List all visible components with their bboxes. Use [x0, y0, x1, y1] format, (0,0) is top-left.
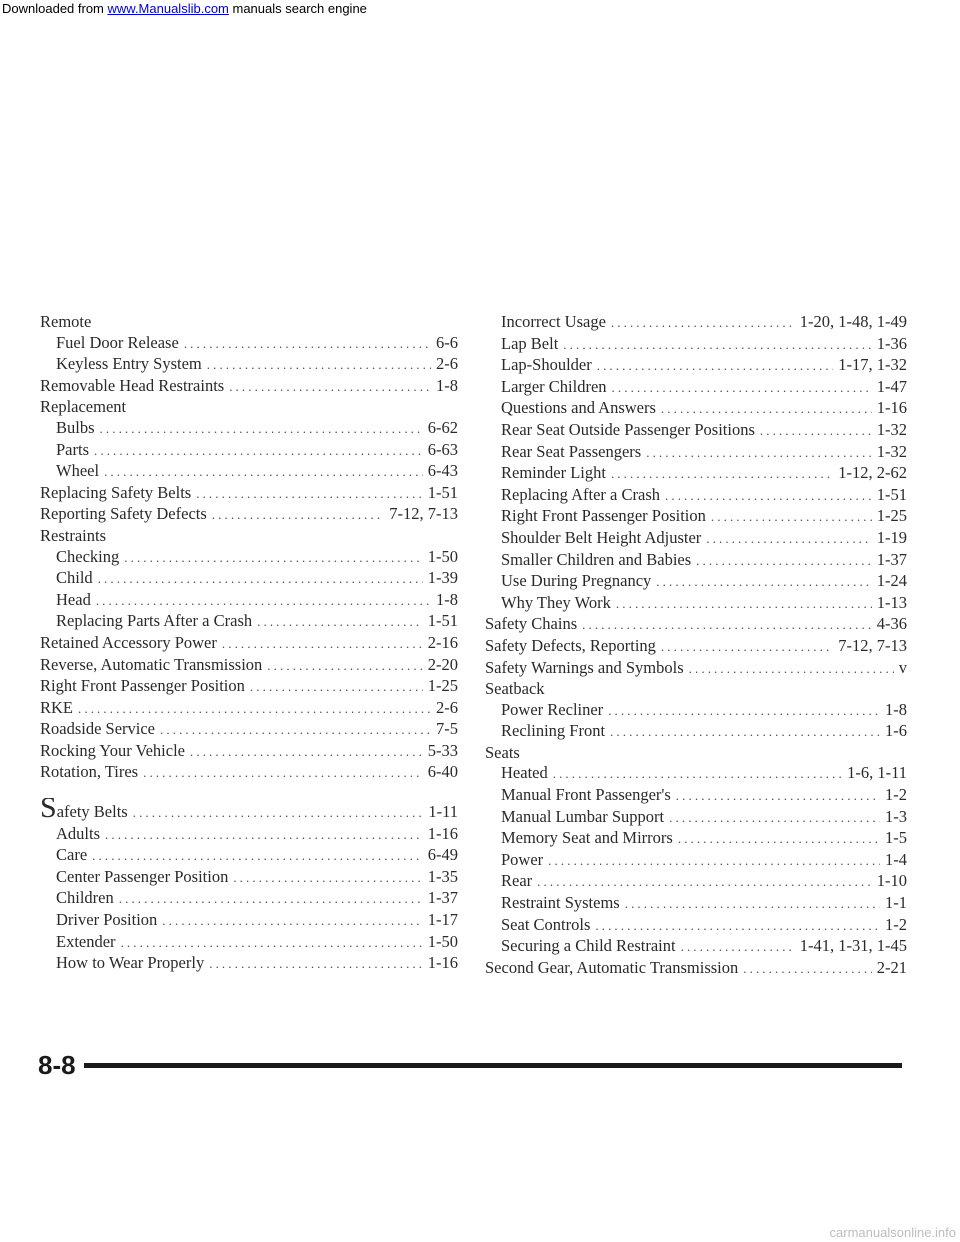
section-initial: S — [40, 798, 57, 824]
index-entry — [485, 550, 907, 572]
index-entry — [40, 719, 458, 741]
watermark-text: carmanualsonline.info — [829, 1225, 956, 1240]
dot-leader — [233, 868, 422, 889]
entry-term: Seats — [485, 742, 520, 762]
dot-leader — [257, 612, 423, 633]
entry-term: Manual Front Passenger's — [501, 785, 671, 805]
entry-term: Replacement — [40, 397, 127, 417]
entry-term: Reverse, Automatic Transmission — [40, 654, 263, 674]
entry-page-ref: 1-13 — [876, 592, 907, 612]
entry-term: Right Front Passenger Position — [40, 676, 245, 696]
index-entry — [485, 377, 907, 399]
entry-term: Reclining Front — [501, 721, 606, 741]
dot-leader — [665, 486, 872, 507]
entry-page-ref: 1-2 — [885, 785, 907, 805]
entry-page-ref: 6-62 — [427, 417, 458, 437]
dot-leader — [676, 786, 880, 807]
dot-leader — [553, 764, 842, 785]
index-entry — [40, 741, 458, 763]
entry-term: Rear Seat Outside Passenger Positions — [501, 419, 755, 439]
dot-leader — [105, 825, 423, 846]
entry-page-ref: 1-51 — [427, 611, 458, 631]
entry-term: Rear — [501, 871, 533, 891]
entry-page-ref: 1-32 — [876, 419, 907, 439]
index-entry — [40, 418, 458, 440]
entry-term: Reminder Light — [501, 463, 606, 483]
index-entry — [485, 658, 907, 680]
dot-leader — [184, 334, 431, 355]
dot-leader — [209, 954, 423, 975]
index-entry — [40, 461, 458, 483]
entry-page-ref: 1-5 — [885, 828, 907, 848]
index-entry — [485, 828, 907, 850]
entry-page-ref: 1-39 — [427, 568, 458, 588]
entry-page-ref: 1-2 — [885, 914, 907, 934]
dot-leader — [681, 937, 795, 958]
entry-term: RKE — [40, 697, 73, 717]
entry-term: Lap Belt — [501, 333, 559, 353]
entry-term: Head — [56, 589, 91, 609]
entry-term: Fuel Door Release — [56, 332, 179, 352]
entry-term: Checking — [56, 546, 120, 566]
dot-leader — [616, 594, 872, 615]
index-entry — [485, 442, 907, 464]
entry-term: Care — [56, 845, 88, 865]
index-entry — [40, 526, 458, 547]
entry-page-ref: 1-8 — [436, 375, 458, 395]
download-source-bar — [0, 0, 960, 18]
entry-term: Rotation, Tires — [40, 762, 139, 782]
dot-leader — [706, 529, 871, 550]
index-entry — [485, 936, 907, 958]
index-entry — [40, 953, 458, 975]
entry-term: Bulbs — [56, 417, 95, 437]
index-entry — [485, 334, 907, 356]
index-entry — [485, 763, 907, 785]
index-entry — [40, 333, 458, 355]
dot-leader — [661, 637, 833, 658]
dot-leader — [661, 399, 872, 420]
index-entry — [40, 655, 458, 677]
page-footer — [38, 1050, 902, 1081]
index-entry — [485, 807, 907, 829]
index-entry — [485, 528, 907, 550]
index-entry — [485, 721, 907, 743]
dot-leader — [104, 462, 423, 483]
entry-page-ref: 2-21 — [876, 957, 907, 977]
dot-leader — [611, 313, 795, 334]
entry-term: Reporting Safety Defects — [40, 504, 207, 524]
dot-leader — [207, 355, 431, 376]
entry-page-ref: 4-36 — [876, 614, 907, 634]
entry-term: Center Passenger Position — [56, 866, 229, 886]
dot-leader — [92, 846, 423, 867]
entry-term: Power Recliner — [501, 699, 604, 719]
dot-leader — [743, 959, 872, 980]
entry-term: Replacing Parts After a Crash — [56, 611, 253, 631]
dot-leader — [548, 851, 880, 872]
entry-term: Smaller Children and Babies — [501, 549, 692, 569]
entry-term: Rear Seat Passengers — [501, 441, 642, 461]
entry-page-ref: 1-50 — [427, 931, 458, 951]
entry-term: Second Gear, Automatic Transmission — [485, 957, 739, 977]
entry-page-ref: 1-11 — [428, 802, 458, 822]
dot-leader — [611, 464, 833, 485]
entry-term: Manual Lumbar Support — [501, 806, 665, 826]
dot-leader — [143, 763, 423, 784]
entry-page-ref: 1-16 — [427, 953, 458, 973]
entry-term: Why They Work — [501, 592, 611, 612]
entry-page-ref: 1-12, 2-62 — [838, 463, 907, 483]
index-entry — [40, 483, 458, 505]
entry-term: Child — [56, 568, 93, 588]
dot-leader — [656, 572, 871, 593]
index-entry — [485, 743, 907, 764]
entry-term: Remote — [40, 312, 92, 331]
dot-leader — [267, 656, 422, 677]
dot-leader — [190, 742, 423, 763]
index-entry — [485, 571, 907, 593]
entry-page-ref: 2-6 — [436, 697, 458, 717]
entry-term: Safety Warnings and Symbols — [485, 657, 684, 677]
dot-leader — [229, 377, 431, 398]
entry-term: Incorrect Usage — [501, 312, 606, 331]
entry-term: Driver Position — [56, 910, 158, 930]
entry-term: Removable Head Restraints — [40, 375, 225, 395]
entry-term: Children — [56, 888, 114, 908]
index-column-left — [40, 312, 458, 975]
index-entry — [40, 910, 458, 932]
index-entry — [485, 636, 907, 658]
entry-page-ref: 2-6 — [436, 354, 458, 374]
entry-page-ref: 6-40 — [427, 762, 458, 782]
entry-term: Questions and Answers — [501, 398, 656, 418]
entry-page-ref: 1-16 — [427, 823, 458, 843]
entry-term: Use During Pregnancy — [501, 571, 652, 591]
index-entry — [485, 312, 907, 334]
entry-term: Power — [501, 849, 544, 869]
entry-page-ref: 1-47 — [876, 376, 907, 396]
entry-term: Replacing After a Crash — [501, 484, 660, 504]
entry-page-ref: 2-16 — [427, 632, 458, 652]
index-entry — [40, 590, 458, 612]
index-entry — [40, 504, 458, 526]
index-entry — [485, 593, 907, 615]
entry-term: Lap-Shoulder — [501, 355, 592, 375]
dot-leader — [678, 829, 880, 850]
index-entry — [485, 893, 907, 915]
index-entry — [40, 633, 458, 655]
entry-term: Memory Seat and Mirrors — [501, 828, 673, 848]
entry-page-ref: 1-17 — [427, 910, 458, 930]
index-entry — [485, 355, 907, 377]
entry-page-ref: 1-37 — [876, 549, 907, 569]
dot-leader — [96, 591, 431, 612]
dot-leader — [563, 335, 871, 356]
index-entry — [40, 798, 458, 824]
index-entry — [485, 915, 907, 937]
entry-page-ref: 7-12, 7-13 — [389, 504, 458, 524]
entry-page-ref: 1-25 — [427, 676, 458, 696]
dot-leader — [119, 889, 423, 910]
dot-leader — [160, 720, 431, 741]
index-entry — [40, 547, 458, 569]
entry-page-ref: 1-32 — [876, 441, 907, 461]
dot-leader — [582, 615, 872, 636]
dot-leader — [597, 356, 834, 377]
dot-leader — [124, 548, 423, 569]
entry-page-ref: 2-20 — [427, 654, 458, 674]
entry-term: Wheel — [56, 461, 100, 481]
index-entry — [40, 397, 458, 418]
dot-leader — [196, 484, 423, 505]
entry-page-ref: 1-17, 1-32 — [838, 355, 907, 375]
entry-term: Safety Chains — [485, 614, 578, 634]
entry-term: Securing a Child Restraint — [501, 936, 676, 956]
dot-leader — [612, 378, 872, 399]
entry-page-ref: 1-41, 1-31, 1-45 — [799, 936, 907, 956]
entry-term: Restraints — [40, 525, 106, 545]
index-entry — [485, 850, 907, 872]
entry-term: How to Wear Properly — [56, 953, 205, 973]
entry-page-ref: 1-8 — [885, 699, 907, 719]
index-entry — [485, 398, 907, 420]
dot-leader — [760, 421, 872, 442]
entry-term: Parts — [56, 439, 89, 459]
entry-page-ref: 1-10 — [876, 871, 907, 891]
dot-leader — [98, 569, 423, 590]
entry-page-ref: 1-25 — [876, 506, 907, 526]
index-entry — [485, 679, 907, 700]
entry-page-ref: 1-51 — [876, 484, 907, 504]
dot-leader — [669, 808, 880, 829]
entry-page-ref: 1-51 — [427, 482, 458, 502]
index-entry — [485, 958, 907, 980]
dot-leader — [121, 933, 423, 954]
index-entry — [485, 614, 907, 636]
dot-leader — [133, 803, 424, 824]
entry-term: Rocking Your Vehicle — [40, 740, 185, 760]
entry-page-ref: 1-20, 1-48, 1-49 — [799, 312, 907, 331]
index-entry — [485, 506, 907, 528]
entry-page-ref: 6-6 — [436, 332, 458, 352]
dot-leader — [689, 659, 894, 680]
dot-leader — [537, 872, 872, 893]
entry-term: Heated — [501, 763, 548, 783]
index-entry — [40, 824, 458, 846]
index-entry — [40, 676, 458, 698]
footer-rule — [84, 1063, 902, 1068]
index-entry — [40, 312, 458, 333]
index-entry — [40, 376, 458, 398]
entry-term: Larger Children — [501, 376, 607, 396]
manualslib-link[interactable]: www.Manualslib.com — [107, 1, 229, 16]
entry-page-ref: 1-35 — [427, 866, 458, 886]
entry-page-ref: 1-36 — [876, 333, 907, 353]
entry-page-ref: 1-8 — [436, 589, 458, 609]
index-entry — [40, 440, 458, 462]
dot-leader — [696, 551, 872, 572]
entry-page-ref: 1-24 — [876, 571, 907, 591]
index-entry — [40, 698, 458, 720]
entry-page-ref: 7-5 — [436, 719, 458, 739]
dot-leader — [595, 916, 880, 937]
entry-page-ref: 1-4 — [885, 849, 907, 869]
dot-leader — [610, 722, 880, 743]
index-entry — [485, 463, 907, 485]
entry-page-ref: 1-6 — [885, 721, 907, 741]
entry-page-ref: 1-50 — [427, 546, 458, 566]
index-entry — [40, 888, 458, 910]
dot-leader — [78, 699, 431, 720]
entry-term: Safety Defects, Reporting — [485, 635, 656, 655]
index-entry — [485, 785, 907, 807]
entry-page-ref: 1-19 — [876, 527, 907, 547]
entry-page-ref: 5-33 — [427, 740, 458, 760]
entry-term: Seat Controls — [501, 914, 591, 934]
entry-page-ref: 1-3 — [885, 806, 907, 826]
entry-page-ref: 6-43 — [427, 461, 458, 481]
download-prefix: Downloaded from — [2, 1, 108, 16]
entry-page-ref: 6-63 — [427, 439, 458, 459]
dot-leader — [608, 701, 880, 722]
index-entry — [40, 568, 458, 590]
entry-page-ref: 1-37 — [427, 888, 458, 908]
entry-term-rest: afety Belts — [56, 802, 128, 822]
index-entry — [485, 485, 907, 507]
index-entry — [40, 762, 458, 784]
index-entry — [485, 871, 907, 893]
entry-term: Shoulder Belt Height Adjuster — [501, 527, 702, 547]
dot-leader — [222, 634, 423, 655]
entry-page-ref: 7-12, 7-13 — [838, 635, 907, 655]
dot-leader — [625, 894, 880, 915]
entry-page-ref: 1-16 — [876, 398, 907, 418]
entry-term: Seatback — [485, 679, 545, 699]
dot-leader — [711, 507, 872, 528]
entry-term: Keyless Entry System — [56, 354, 202, 374]
page-number: 8-8 — [38, 1050, 76, 1080]
entry-term: Restraint Systems — [501, 893, 620, 913]
index-entry — [40, 354, 458, 376]
index-column-right — [485, 312, 907, 979]
index-entry — [485, 420, 907, 442]
dot-leader — [100, 419, 423, 440]
entry-term: Adults — [56, 823, 101, 843]
dot-leader — [250, 677, 423, 698]
entry-page-ref: 6-49 — [427, 845, 458, 865]
entry-term: Replacing Safety Belts — [40, 482, 192, 502]
entry-term — [40, 798, 128, 823]
entry-term: Roadside Service — [40, 719, 156, 739]
index-entry — [40, 611, 458, 633]
entry-term: Right Front Passenger Position — [501, 506, 706, 526]
index-entry — [40, 932, 458, 954]
download-suffix: manuals search engine — [228, 1, 367, 16]
dot-leader — [162, 911, 422, 932]
entry-term: Extender — [56, 931, 116, 951]
entry-page-ref: 1-1 — [885, 893, 907, 913]
entry-page-ref: v — [898, 657, 907, 677]
index-entry — [40, 867, 458, 889]
entry-term: Retained Accessory Power — [40, 632, 217, 652]
dot-leader — [94, 441, 423, 462]
dot-leader — [212, 505, 384, 526]
dot-leader — [646, 443, 872, 464]
index-entry — [485, 700, 907, 722]
index-entry — [40, 845, 458, 867]
entry-page-ref: 1-6, 1-11 — [847, 763, 907, 783]
